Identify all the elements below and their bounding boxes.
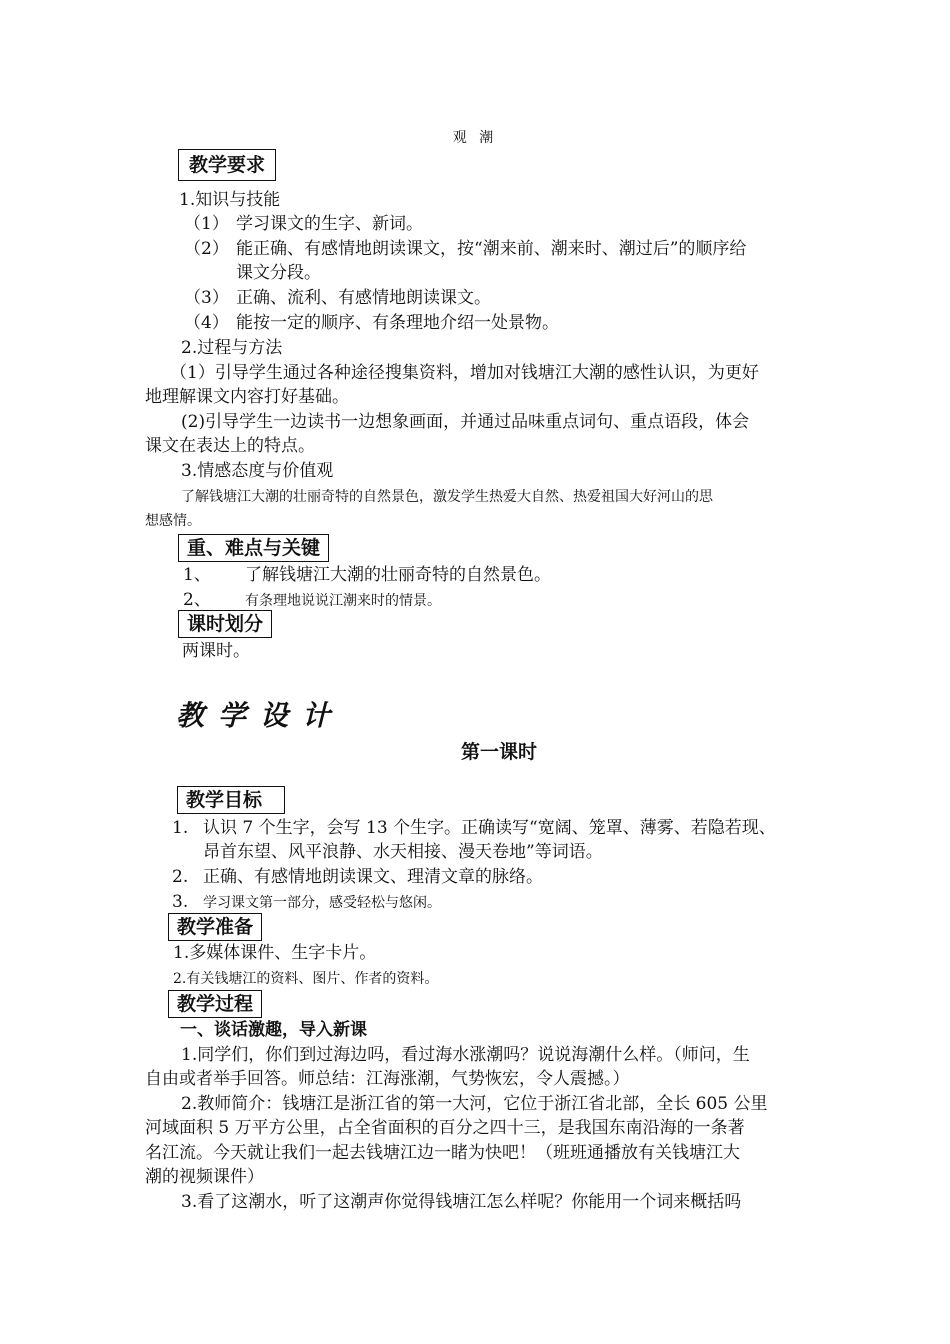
req-k3: 正确、流利、有感情地朗读课文。 <box>236 288 491 308</box>
goal1-line2: 昂首东望、风平浪静、水天相接、漫天卷地”等词语。 <box>203 842 603 862</box>
heading-teaching-process: 教学过程 <box>168 990 262 1018</box>
key2-num: 2、 <box>183 590 211 610</box>
req-k3-num: （3） <box>184 288 229 308</box>
req-emotion-title: 3.情感态度与价值观 <box>181 461 334 481</box>
class-hours-text: 两课时。 <box>182 641 250 661</box>
s1-line1: 1.同学们，你们到过海边吗，看过海水涨潮吗？说说海潮什么样。（师问，生 <box>181 1045 750 1065</box>
heading-teaching-prep: 教学准备 <box>168 913 262 941</box>
goal1-num: 1. <box>172 818 189 838</box>
req-k4: 能按一定的顺序、有条理地介绍一处景物。 <box>236 313 559 333</box>
section1-title: 一、谈话激趣，导入新课 <box>180 1020 367 1040</box>
goal3: 学习课文第一部分，感受轻松与悠闲。 <box>203 895 441 911</box>
req-e1-line1: 了解钱塘江大潮的壮丽奇特的自然景色，激发学生热爱大自然、热爱祖国大好河山的思 <box>181 489 713 505</box>
key1-num: 1、 <box>183 565 211 585</box>
s2-line2: 河域面积 5 万平方公里，占全省面积的百分之四十三，是我国东南沿海的一条著 <box>145 1118 745 1138</box>
teaching-design-heading: 教学设计 <box>176 699 345 732</box>
heading-teaching-requirements: 教学要求 <box>178 149 276 181</box>
document-title: 观 潮 <box>452 130 498 146</box>
s2-line3: 名江流。今天就让我们一起去钱塘江边一睹为快吧！（班班通播放有关钱塘江大 <box>145 1143 740 1163</box>
req-p1-line2: 地理解课文内容打好基础。 <box>145 387 349 407</box>
goal3-num: 3. <box>172 892 189 912</box>
s2-line1: 2.教师简介：钱塘江是浙江省的第一大河，它位于浙江省北部，全长 605 公里 <box>181 1094 768 1114</box>
req-k2-line2: 课文分段。 <box>236 263 321 283</box>
s3-line1: 3.看了这潮水，听了这潮声你觉得钱塘江怎么样呢？你能用一个词来概括吗 <box>181 1192 742 1212</box>
req-k2-num: （2） <box>184 239 229 259</box>
first-lesson-heading: 第一课时 <box>460 741 537 763</box>
key1: 了解钱塘江大潮的壮丽奇特的自然景色。 <box>245 565 551 585</box>
s1-line2: 自由或者举手回答。师总结：江海涨潮，气势恢宏，令人震撼。） <box>145 1069 630 1089</box>
req-p2-line1: (2)引导学生一边读书一边想象画面，并通过品味重点词句、重点语段，体会 <box>181 412 750 432</box>
heading-teaching-goals: 教学目标 <box>177 786 285 814</box>
heading-class-hours: 课时划分 <box>178 610 272 638</box>
prep2: 2.有关钱塘江的资料、图片、作者的资料。 <box>173 971 439 987</box>
key2: 有条理地说说江潮来时的情景。 <box>245 593 441 609</box>
req-k4-num: （4） <box>184 313 229 333</box>
req-p2-line2: 课文在表达上的特点。 <box>145 436 315 456</box>
prep1: 1.多媒体课件、生字卡片。 <box>173 943 377 963</box>
req-e1-line2: 想感情。 <box>145 513 201 529</box>
req-k1: 学习课文的生字、新词。 <box>236 214 423 234</box>
req-process-title: 2.过程与方法 <box>181 338 283 358</box>
req-k1-num: （1） <box>184 214 229 234</box>
goal2: 正确、有感情地朗读课文、理清文章的脉络。 <box>203 867 543 887</box>
req-k2-line1: 能正确、有感情地朗读课文，按“潮来前、潮来时、潮过后”的顺序给 <box>236 239 747 259</box>
goal1-line1: 认识 7 个生字，会写 13 个生字。正确读写“宽阔、笼罩、薄雾、若隐若现、 <box>203 818 776 838</box>
heading-key-points: 重、难点与关键 <box>178 534 329 562</box>
goal2-num: 2. <box>172 867 189 887</box>
req-p1-line1: （1）引导学生通过各种途径搜集资料，增加对钱塘江大潮的感性认识，为更好 <box>170 363 759 383</box>
s2-line4: 潮的视频课件） <box>145 1167 264 1187</box>
req-knowledge-title: 1.知识与技能 <box>179 190 281 210</box>
